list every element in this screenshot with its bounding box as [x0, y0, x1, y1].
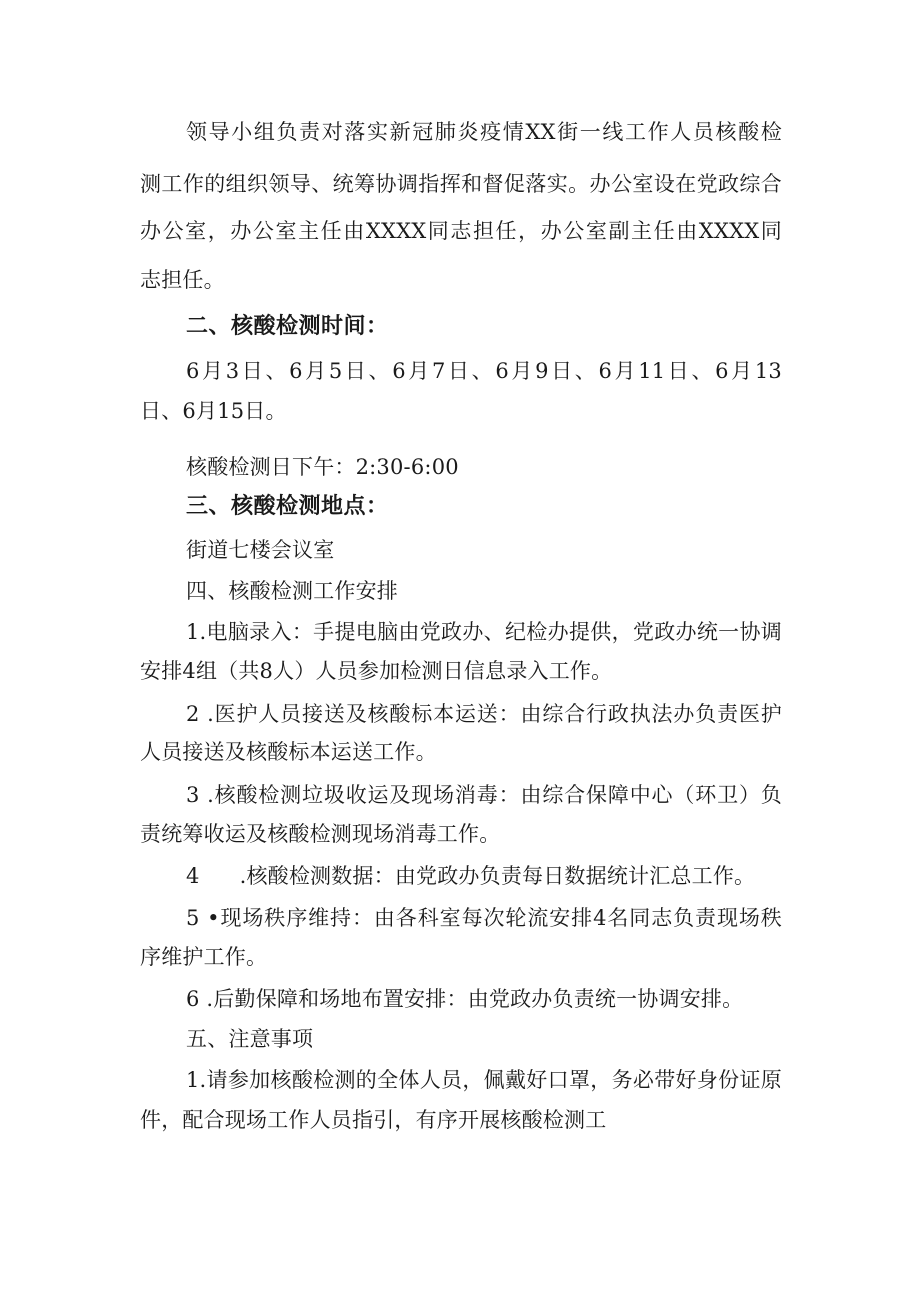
section5-item1-line2: 件，配合现场工作人员指引，有序开展核酸检测工	[140, 1108, 607, 1132]
section4-item1-line2: 安排4组（共8人）人员参加检测日信息录入工作。	[140, 659, 613, 683]
section4-item4-number: 4	[186, 864, 200, 888]
section2-dates-line2: 日、6月15日。	[140, 399, 287, 423]
section3-location: 街道七楼会议室	[186, 538, 335, 562]
section4-item4	[186, 862, 755, 890]
section2-time: 核酸检测日下午：2:30-6:00	[186, 455, 459, 479]
section4-item1-line1: 1.电脑录入：手提电脑由党政办、纪检办提供，党政办统一协调	[186, 620, 782, 644]
para1-line4: 志担任。	[140, 268, 225, 292]
section3-heading: 三、核酸检测地点：	[186, 494, 389, 519]
para1-line1: 领导小组负责对落实新冠肺炎疫情XX街一线工作人员核酸检	[186, 120, 782, 144]
section4-heading: 四、核酸检测工作安排	[186, 579, 398, 603]
section4-item2-line2: 人员接送及核酸标本运送工作。	[140, 740, 437, 764]
section4-item5-line2: 序维护工作。	[140, 945, 268, 969]
section4-item2-line1: 2 .医护人员接送及核酸标本运送：由综合行政执法办负责医护	[186, 702, 782, 726]
section4-item5-line1: 5 •现场秩序维持：由各科室每次轮流安排4名同志负责现场秩	[186, 906, 782, 930]
section4-item6: 6 .后勤保障和场地布置安排：由党政办负责统一协调安排。	[186, 987, 744, 1011]
section2-dates-line1: 6月3日、6月5日、6月7日、6月9日、6月11日、6月13	[186, 359, 782, 383]
section4-item3-line2: 责统筹收运及核酸检测现场消毒工作。	[140, 822, 501, 846]
section4-item4-text: .核酸检测数据：由党政办负责每日数据统计汇总工作。	[239, 864, 756, 888]
para1-line2: 测工作的组织领导、统筹协调指挥和督促落实。办公室设在党政综合	[140, 172, 782, 196]
para1-line3: 办公室，办公室主任由XXXX同志担任，办公室副主任由XXXX同	[140, 219, 782, 243]
section4-item3-line1: 3 .核酸检测垃圾收运及现场消毒：由综合保障中心（环卫）负	[186, 783, 782, 807]
section5-item1-line1: 1.请参加核酸检测的全体人员，佩戴好口罩，务必带好身份证原	[186, 1068, 782, 1092]
section5-heading: 五、注意事项	[186, 1027, 314, 1051]
section2-heading: 二、核酸检测时间：	[186, 314, 389, 339]
